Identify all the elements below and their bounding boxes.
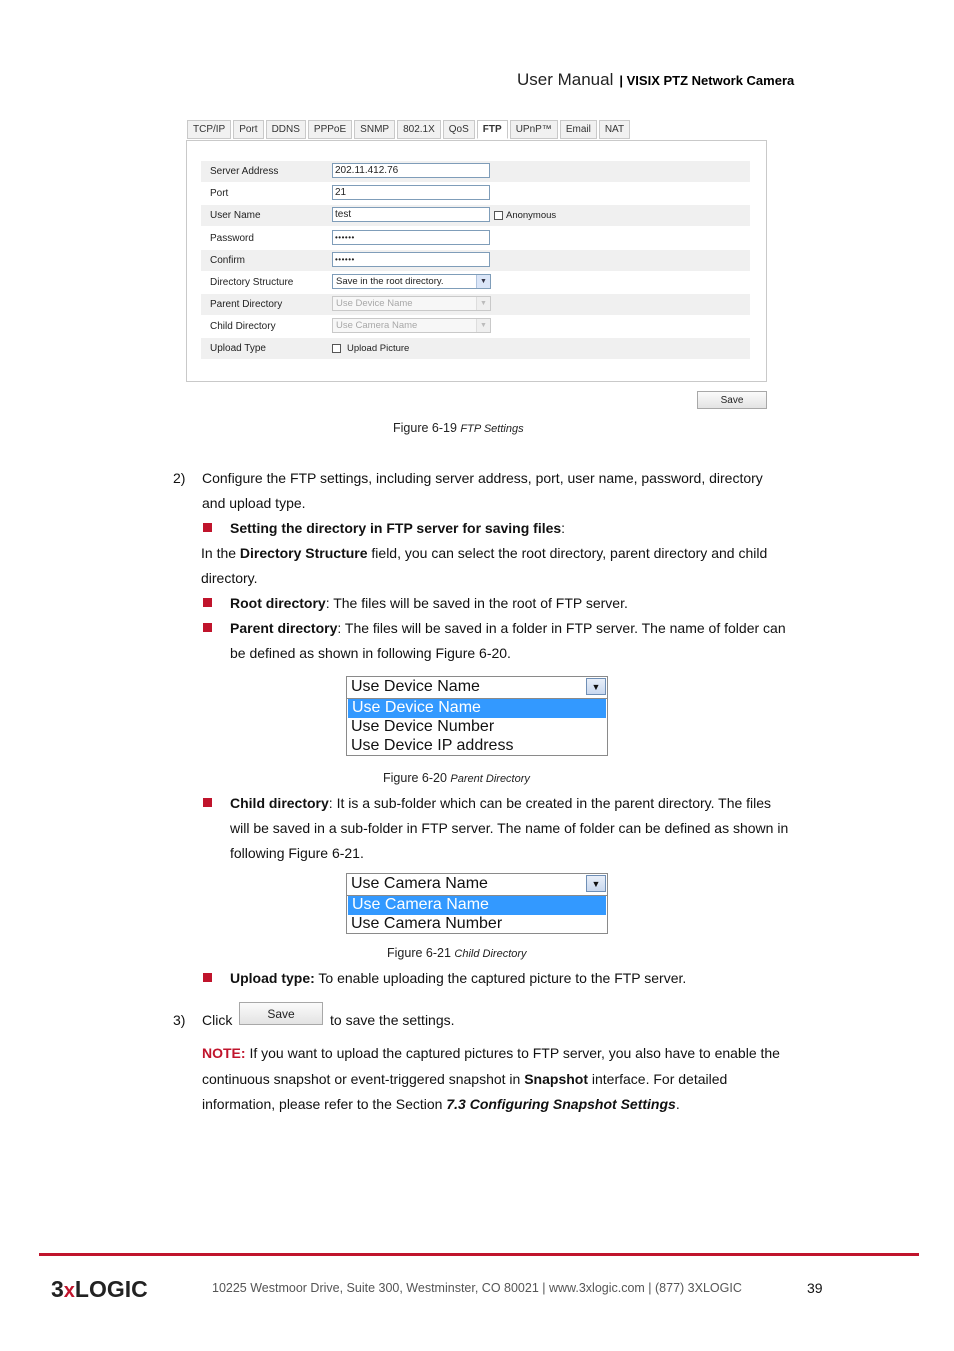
child-directory-select[interactable] — [332, 318, 491, 333]
parent-directory-value: Use Device Name — [336, 298, 413, 309]
bullet-icon — [203, 598, 212, 607]
page-number: 39 — [807, 1280, 823, 1296]
child-directory-text: Child directory: It is a sub-folder which can be created in the parent directory. The files — [230, 795, 772, 811]
save-button[interactable]: Save — [697, 391, 767, 409]
company-logo: 3xLOGIC — [51, 1276, 148, 1302]
password-label: Password — [210, 233, 254, 244]
tab-tcpip[interactable]: TCP/IP — [187, 120, 231, 139]
child-directory-line3: following Figure 6-21. — [230, 845, 364, 861]
figure-number: Figure 6-19 — [393, 421, 457, 435]
tab-snmp[interactable]: SNMP — [354, 120, 395, 139]
figure-name: Parent Directory — [450, 773, 530, 785]
server-address-label: Server Address — [210, 166, 279, 177]
tab-ftp[interactable]: FTP — [477, 120, 508, 139]
upload-type-label: Upload Type — [210, 343, 266, 354]
figure-number: Figure 6-21 — [387, 946, 451, 960]
parent-directory-dropdown[interactable] — [346, 676, 608, 756]
note-line3: information, please refer to the Section 7.3 Configuring Snapshot Settings. — [202, 1096, 680, 1112]
row-child-directory — [201, 316, 750, 337]
step-2-number: 2) — [173, 470, 186, 486]
dropdown-selected[interactable] — [347, 874, 607, 896]
row-upload-type — [201, 338, 750, 359]
tab-email[interactable]: Email — [560, 120, 597, 139]
inline-save-button[interactable]: Save — [239, 1002, 323, 1025]
step-3-after: to save the settings. — [330, 1012, 455, 1028]
tab-nat[interactable]: NAT — [599, 120, 630, 139]
figure-6-21-caption — [387, 946, 527, 960]
chevron-down-icon: ▼ — [476, 297, 490, 310]
parent-directory-select[interactable] — [332, 296, 491, 311]
child-directory-line2: will be saved in a sub-folder in FTP server. The name of folder can be defined as shown in — [230, 820, 789, 836]
dropdown-selected-value: Use Device Name — [351, 678, 480, 695]
bullet-icon — [203, 798, 212, 807]
dropdown-option[interactable]: Use Device Name — [348, 699, 606, 718]
chevron-down-icon: ▼ — [476, 319, 490, 332]
upload-picture-label: Upload Picture — [347, 343, 410, 354]
anonymous-checkbox[interactable] — [494, 211, 503, 220]
row-password — [201, 228, 750, 249]
bullet-icon — [203, 623, 212, 632]
figure-6-19-caption — [393, 421, 524, 435]
step-3-number: 3) — [173, 1012, 186, 1028]
figure-name: FTP Settings — [460, 423, 524, 435]
row-user-name — [201, 205, 750, 226]
note-line1: NOTE: If you want to upload the captured pictures to FTP server, you also have to enable the — [202, 1045, 780, 1061]
row-server-address — [201, 161, 750, 182]
anonymous-label: Anonymous — [506, 210, 557, 221]
dropdown-option[interactable]: Use Device IP address — [351, 737, 514, 754]
parent-directory-text: Parent directory: The files will be saved in a folder in FTP server. The name of folder can — [230, 620, 786, 636]
port-label: Port — [210, 188, 229, 199]
directory-heading: Setting the directory in FTP server for saving files: — [230, 520, 566, 536]
row-directory-structure — [201, 272, 750, 293]
row-parent-directory — [201, 294, 750, 315]
step-3-click: Click — [202, 1012, 233, 1028]
confirm-input[interactable]: •••••• — [332, 252, 490, 267]
directory-intro: In the Directory Structure field, you can select the root directory, parent directory and child — [201, 545, 768, 561]
dropdown-selected-value: Use Camera Name — [351, 875, 488, 892]
footer-divider — [39, 1253, 919, 1256]
row-port — [201, 183, 750, 204]
child-directory-dropdown[interactable] — [346, 873, 608, 934]
root-directory-text: Root directory: The files will be saved in the root of FTP server. — [230, 595, 628, 611]
figure-name: Child Directory — [454, 948, 527, 960]
chevron-down-icon[interactable]: ▼ — [476, 275, 490, 288]
confirm-label: Confirm — [210, 255, 246, 266]
directory-structure-value: Save in the root directory. — [336, 276, 444, 287]
bullet-icon — [203, 973, 212, 982]
child-directory-value: Use Camera Name — [336, 320, 418, 331]
tab-qos[interactable]: QoS — [443, 120, 475, 139]
directory-structure-label: Directory Structure — [210, 277, 294, 288]
tab-upnp[interactable]: UPnP™ — [510, 120, 558, 139]
row-confirm — [201, 250, 750, 271]
chevron-down-icon[interactable]: ▼ — [586, 875, 606, 892]
dropdown-option[interactable]: Use Camera Name — [348, 896, 606, 915]
header-subtitle: | VISIX PTZ Network Camera — [619, 73, 795, 88]
chevron-down-icon[interactable]: ▼ — [586, 678, 606, 695]
dropdown-selected[interactable] — [347, 677, 607, 699]
step-2-line1: Configure the FTP settings, including server address, port, user name, password, directory — [202, 470, 763, 486]
network-tabs — [187, 120, 632, 140]
server-address-input[interactable]: 202.11.412.76 — [332, 163, 490, 178]
footer-address: 10225 Westmoor Drive, Suite 300, Westminster, CO 80021 | www.3xlogic.com | (877) 3XLOGIC — [212, 1281, 742, 1295]
child-directory-label: Child Directory — [210, 321, 276, 332]
password-input[interactable]: •••••• — [332, 230, 490, 245]
figure-6-20-caption — [383, 771, 530, 785]
directory-structure-select[interactable] — [332, 274, 491, 289]
step-2-line2: and upload type. — [202, 495, 306, 511]
page-header — [517, 70, 794, 90]
parent-directory-line2: be defined as shown in following Figure 6-20. — [230, 645, 511, 661]
note-line2: continuous snapshot or event-triggered snapshot in Snapshot interface. For detailed — [202, 1071, 728, 1087]
directory-intro-line2: directory. — [201, 570, 258, 586]
figure-number: Figure 6-20 — [383, 771, 447, 785]
user-name-label: User Name — [210, 210, 261, 221]
dropdown-option[interactable]: Use Camera Number — [351, 915, 503, 932]
port-input[interactable]: 21 — [332, 185, 490, 200]
tab-pppoe[interactable]: PPPoE — [308, 120, 352, 139]
tab-8021x[interactable]: 802.1X — [397, 120, 441, 139]
dropdown-option[interactable]: Use Device Number — [351, 718, 495, 735]
tab-ddns[interactable]: DDNS — [266, 120, 306, 139]
header-title: User Manual — [517, 70, 614, 89]
upload-picture-checkbox[interactable] — [332, 344, 341, 353]
user-name-input[interactable]: test — [332, 207, 490, 222]
parent-directory-label: Parent Directory — [210, 299, 283, 310]
upload-type-text: Upload type: To enable uploading the captured picture to the FTP server. — [230, 970, 687, 986]
tab-port[interactable]: Port — [233, 120, 263, 139]
bullet-icon — [203, 523, 212, 532]
